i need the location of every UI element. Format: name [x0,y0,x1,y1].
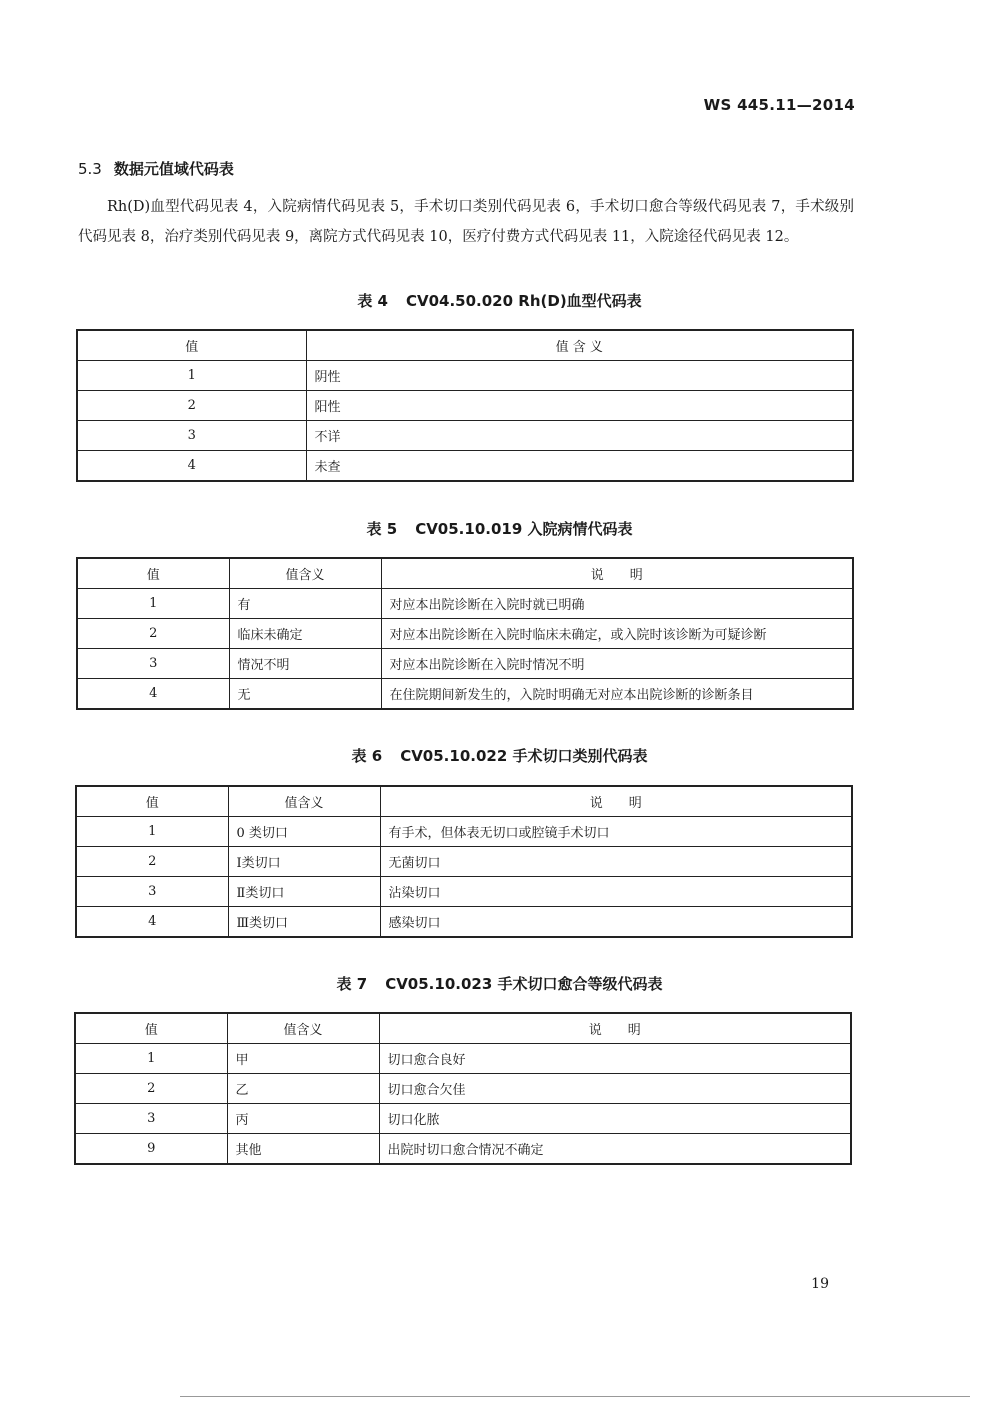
header-cell: 值 [77,330,306,361]
description-cell: 切口愈合良好 [379,1044,851,1074]
table-number: 表 4 [357,292,388,310]
meaning-cell: 阳性 [306,391,853,421]
value-cell: 3 [75,1104,227,1134]
meaning-cell: 情况不明 [229,649,381,679]
table-number: 表 6 [351,747,383,765]
table-number: 表 7 [336,975,368,993]
table-6-title [0,745,999,766]
meaning-cell: 其他 [227,1134,379,1165]
table-header-row [75,1013,851,1044]
table-number: 表 5 [366,520,398,538]
description-cell: 出院时切口愈合情况不确定 [379,1134,851,1165]
table-row [76,907,852,938]
section-heading [78,158,234,179]
value-cell: 2 [77,391,306,421]
table-row [76,847,852,877]
header-cell: 值含义 [229,558,381,589]
value-cell: 3 [77,649,229,679]
description-cell: 感染切口 [380,907,852,938]
table-row [75,1104,851,1134]
value-cell: 1 [76,817,228,847]
meaning-cell: 丙 [227,1104,379,1134]
table-5-title [0,518,999,539]
table-row [77,649,853,679]
description-cell: 对应本出院诊断在入院时情况不明 [381,649,853,679]
header-cell: 值 [77,558,229,589]
table-row [76,817,852,847]
meaning-cell: 乙 [227,1074,379,1104]
value-cell: 4 [77,451,306,482]
table-header-row [76,786,852,817]
table-6 [75,785,853,938]
value-cell: 1 [75,1044,227,1074]
table-row [75,1134,851,1165]
meaning-cell: Ⅰ类切口 [228,847,380,877]
description-cell: 在住院期间新发生的，入院时明确无对应本出院诊断的诊断条目 [381,679,853,710]
description-cell: 对应本出院诊断在入院时临床未确定，或入院时该诊断为可疑诊断 [381,619,853,649]
table-row [75,1074,851,1104]
meaning-cell: 临床未确定 [229,619,381,649]
meaning-cell: 甲 [227,1044,379,1074]
value-cell: 2 [76,847,228,877]
table-4 [76,329,854,482]
value-cell: 2 [75,1074,227,1104]
header-cell: 值含义 [228,786,380,817]
table-caption: CV05.10.019 入院病情代码表 [415,520,633,538]
meaning-cell: 未查 [306,451,853,482]
header-cell: 值 [76,786,228,817]
header-cell: 说 明 [379,1013,851,1044]
table-row [77,451,853,482]
value-cell: 4 [77,679,229,710]
table-row [76,877,852,907]
header-cell: 说 明 [380,786,852,817]
value-cell: 1 [77,361,306,391]
bottom-rule [180,1396,970,1397]
value-cell: 2 [77,619,229,649]
meaning-cell: Ⅲ类切口 [228,907,380,938]
description-cell: 切口愈合欠佳 [379,1074,851,1104]
table-header-row [77,330,853,361]
table-4-title [0,290,999,311]
table-row [77,619,853,649]
section-number: 5.3 [78,160,102,178]
standard-code: WS 445.11—2014 [703,96,855,114]
header-cell: 值含义 [227,1013,379,1044]
meaning-cell: 有 [229,589,381,619]
value-cell: 9 [75,1134,227,1165]
table-row [77,679,853,710]
value-cell: 3 [77,421,306,451]
meaning-cell: 阴性 [306,361,853,391]
meaning-cell: Ⅱ类切口 [228,877,380,907]
meaning-cell: 无 [229,679,381,710]
section-paragraph: Rh(D)血型代码见表 4，入院病情代码见表 5，手术切口类别代码见表 6，手术切口愈合等级代码见表 7，手术级别代码见表 8，治疗类别代码见表 9，离院方式代码见表 10，医疗付费方式代码见表 11，入院途径代码见表 12。 [78,199,854,245]
header-cell: 说 明 [381,558,853,589]
table-caption: CV04.50.020 Rh(D)血型代码表 [405,292,642,310]
table-row [77,421,853,451]
description-cell: 沾染切口 [380,877,852,907]
description-cell: 切口化脓 [379,1104,851,1134]
header-cell: 值 含 义 [306,330,853,361]
table-header-row [77,558,853,589]
table-7 [74,1012,852,1165]
page-number: 19 [811,1276,829,1292]
table-caption: CV05.10.022 手术切口类别代码表 [400,747,648,765]
section-title: 数据元值域代码表 [113,160,234,178]
value-cell: 1 [77,589,229,619]
description-cell: 对应本出院诊断在入院时就已明确 [381,589,853,619]
header-cell: 值 [75,1013,227,1044]
description-cell: 无菌切口 [380,847,852,877]
table-5 [76,557,854,710]
table-row [77,589,853,619]
meaning-cell: 0 类切口 [228,817,380,847]
value-cell: 3 [76,877,228,907]
table-row [77,391,853,421]
meaning-cell: 不详 [306,421,853,451]
table-7-title [0,973,999,994]
table-row [75,1044,851,1074]
description-cell: 有手术，但体表无切口或腔镜手术切口 [380,817,852,847]
table-row [77,361,853,391]
table-caption: CV05.10.023 手术切口愈合等级代码表 [385,975,663,993]
value-cell: 4 [76,907,228,938]
